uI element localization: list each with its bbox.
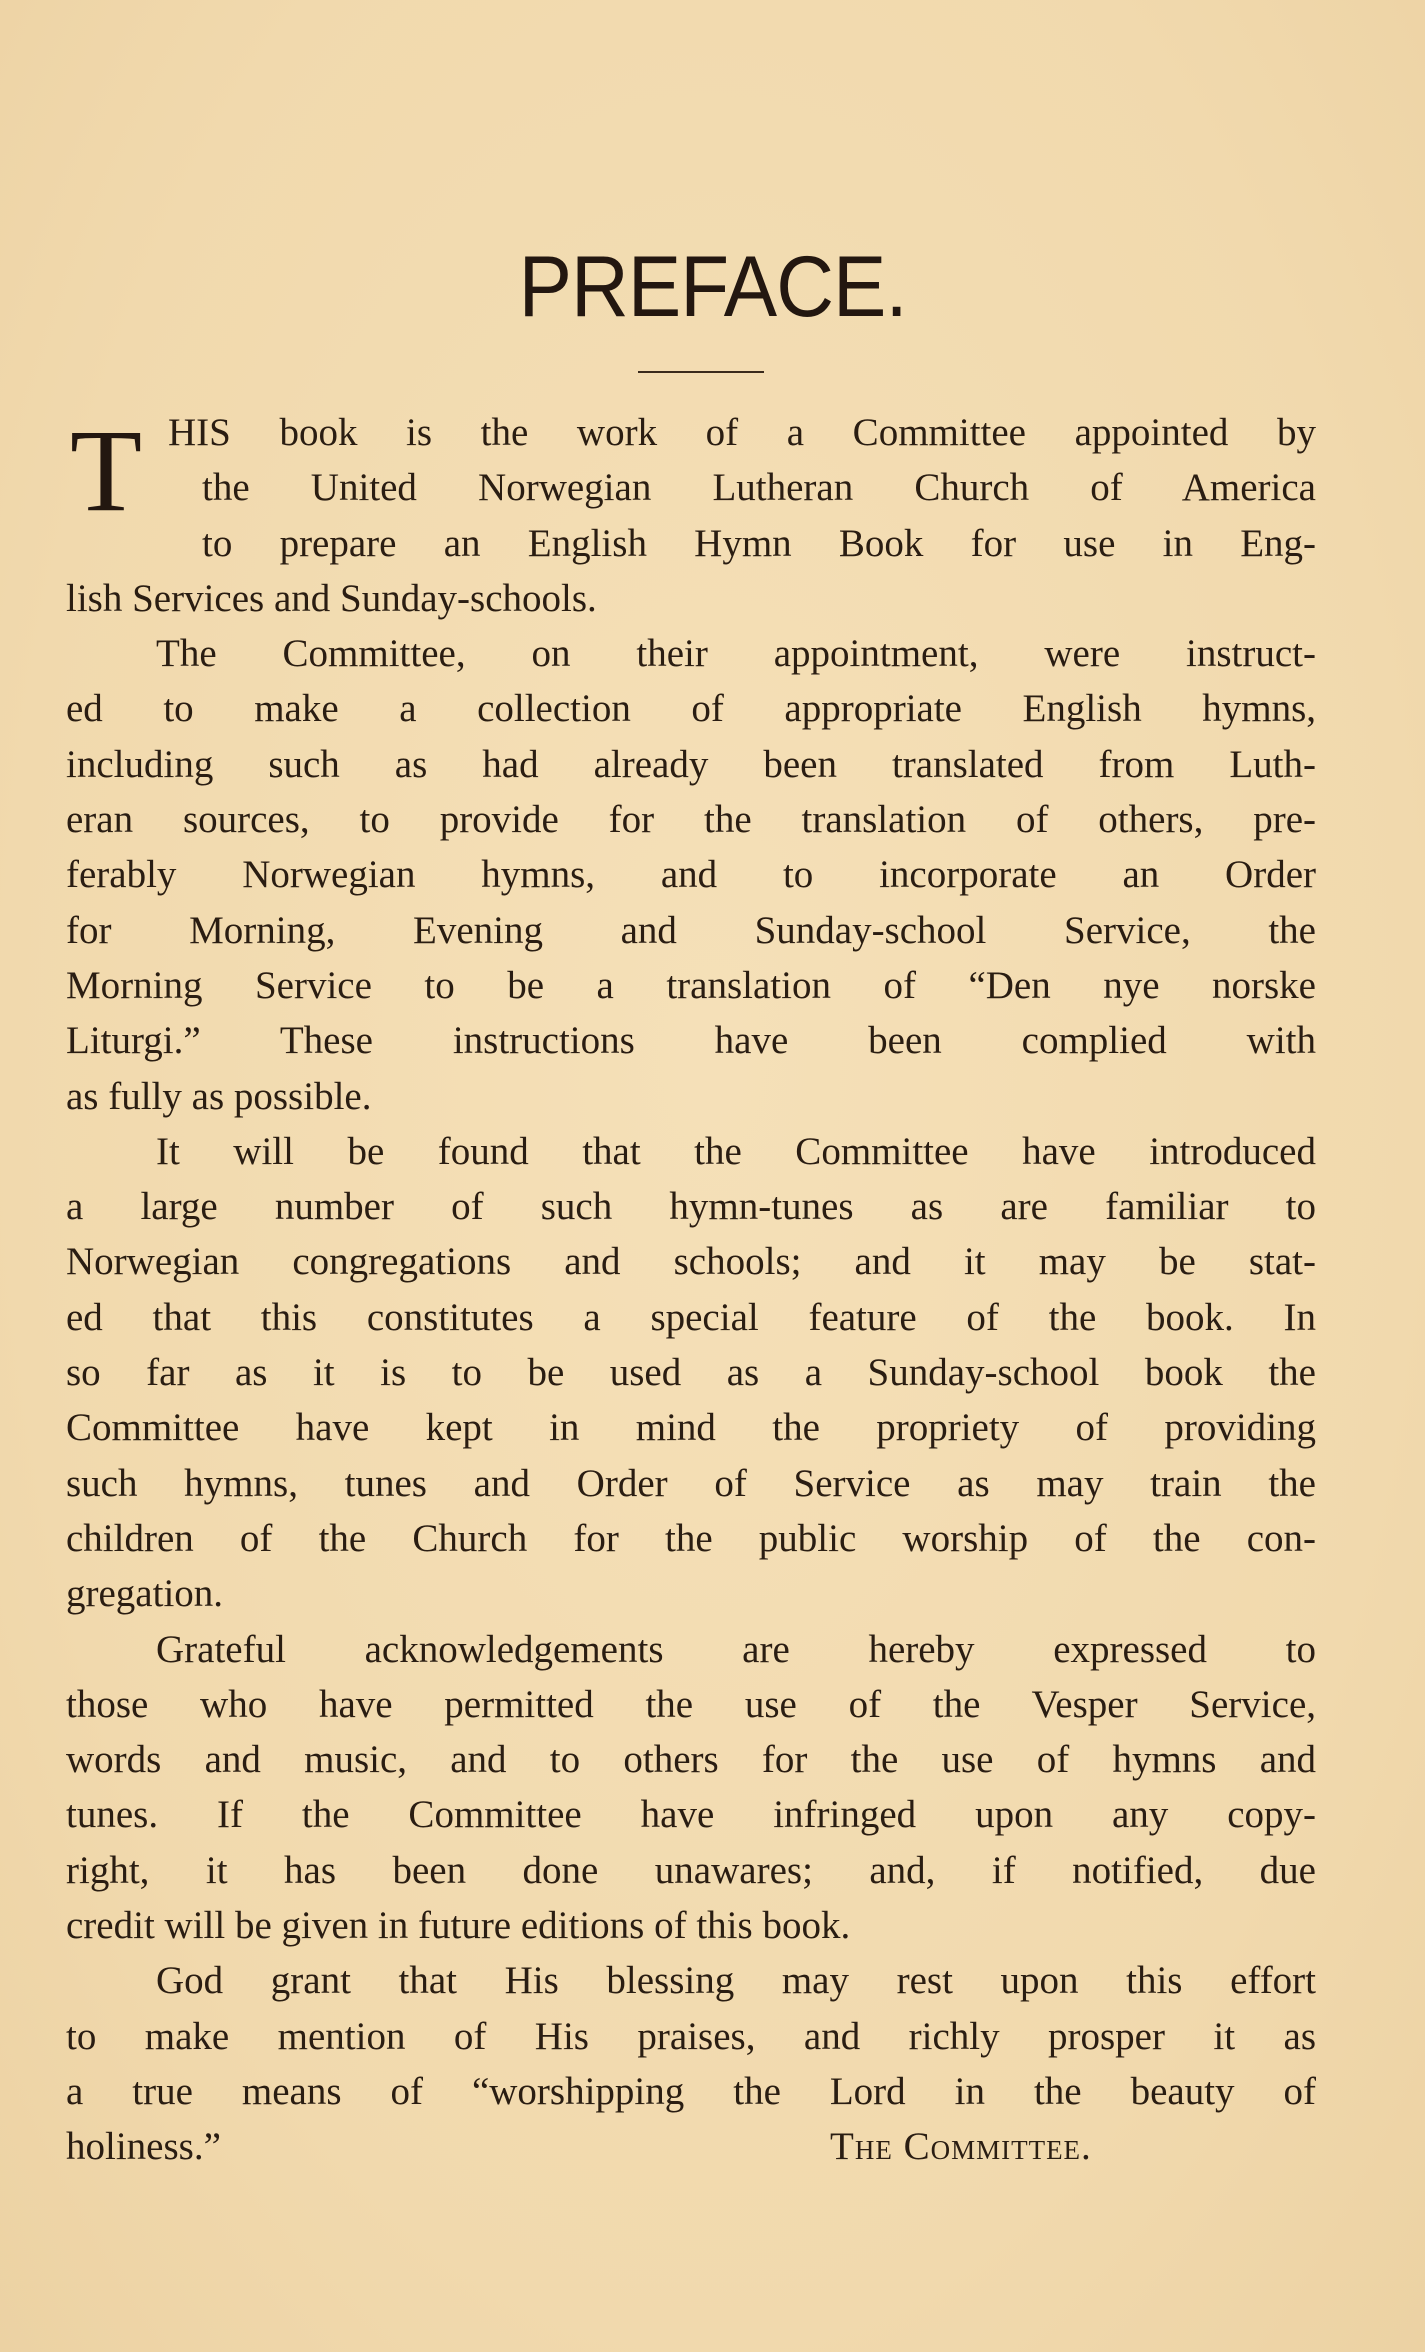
text-line: right, it has been done unawares; and, if notified, due [66, 1848, 1316, 1892]
paragraph-3 [66, 1124, 1316, 1622]
paragraph-4 [66, 1622, 1316, 1954]
text-line: a large number of such hymn-tunes as are familiar to [66, 1185, 1316, 1229]
text-line [66, 2119, 1316, 2174]
text-line: lish Services and Sunday-schools. [66, 576, 597, 620]
text-line: a true means of “worshipping the Lord in the beauty of [66, 2069, 1316, 2113]
text-line: Norwegian congregations and schools; and it may be stat- [66, 1240, 1316, 1284]
title-divider [638, 371, 764, 373]
text-line: such hymns, tunes and Order of Service as may train the [66, 1461, 1316, 1505]
paragraph-1 [66, 405, 1316, 626]
signature: The Committee. [830, 2125, 1092, 2169]
text-line: ed to make a collection of appropriate English hymns, [66, 687, 1316, 731]
text-line: those who have permitted the use of the Vesper Service, [66, 1682, 1316, 1726]
text-line: God grant that His blessing may rest upon this effort [156, 1959, 1316, 2003]
text-line: including such as had already been translated from Luth- [66, 742, 1316, 786]
text-line: as fully as possible. [66, 1074, 372, 1118]
text-line: credit will be given in future editions of this book. [66, 1904, 851, 1948]
text-line: words and music, and to others for the use of hymns and [66, 1738, 1316, 1782]
text-line: the United Norwegian Lutheran Church of America [202, 466, 1316, 510]
text-line: to make mention of His praises, and richly prosper it as [66, 2014, 1316, 2058]
text-line: ferably Norwegian hymns, and to incorporate an Order [66, 853, 1316, 897]
text-line: Grateful acknowledgements are hereby expressed to [156, 1627, 1316, 1671]
text-line: children of the Church for the public worship of the con- [66, 1516, 1316, 1560]
text-line: tunes. If the Committee have infringed upon any copy- [66, 1793, 1316, 1837]
text-line: Liturgi.” These instructions have been complied with [66, 1019, 1316, 1063]
text-line: so far as it is to be used as a Sunday-school book the [66, 1351, 1316, 1395]
text-line: Committee have kept in mind the propriety of providing [66, 1406, 1316, 1450]
paragraph-5 [66, 1953, 1316, 2174]
paragraph-2 [66, 626, 1316, 1124]
final-line-text: holiness.” [66, 2125, 221, 2169]
text-line: ed that this constitutes a special feature of the book. In [66, 1295, 1316, 1339]
text-line: HIS book is the work of a Committee appointed by [168, 411, 1316, 454]
text-line: to prepare an English Hymn Book for use in Eng- [202, 521, 1316, 565]
text-line: It will be found that the Committee have introduced [156, 1129, 1316, 1173]
preface-body [66, 405, 1316, 2175]
text-line: for Morning, Evening and Sunday-school Service, the [66, 908, 1316, 952]
page-title: PREFACE. [518, 239, 907, 335]
text-line: Morning Service to be a translation of “Den nye norske [66, 963, 1316, 1007]
text-line: The Committee, on their appointment, were instruct- [156, 632, 1316, 676]
drop-cap: T [70, 405, 143, 536]
text-line: eran sources, to provide for the translation of others, pre- [66, 798, 1316, 842]
text-line: gregation. [66, 1572, 224, 1616]
